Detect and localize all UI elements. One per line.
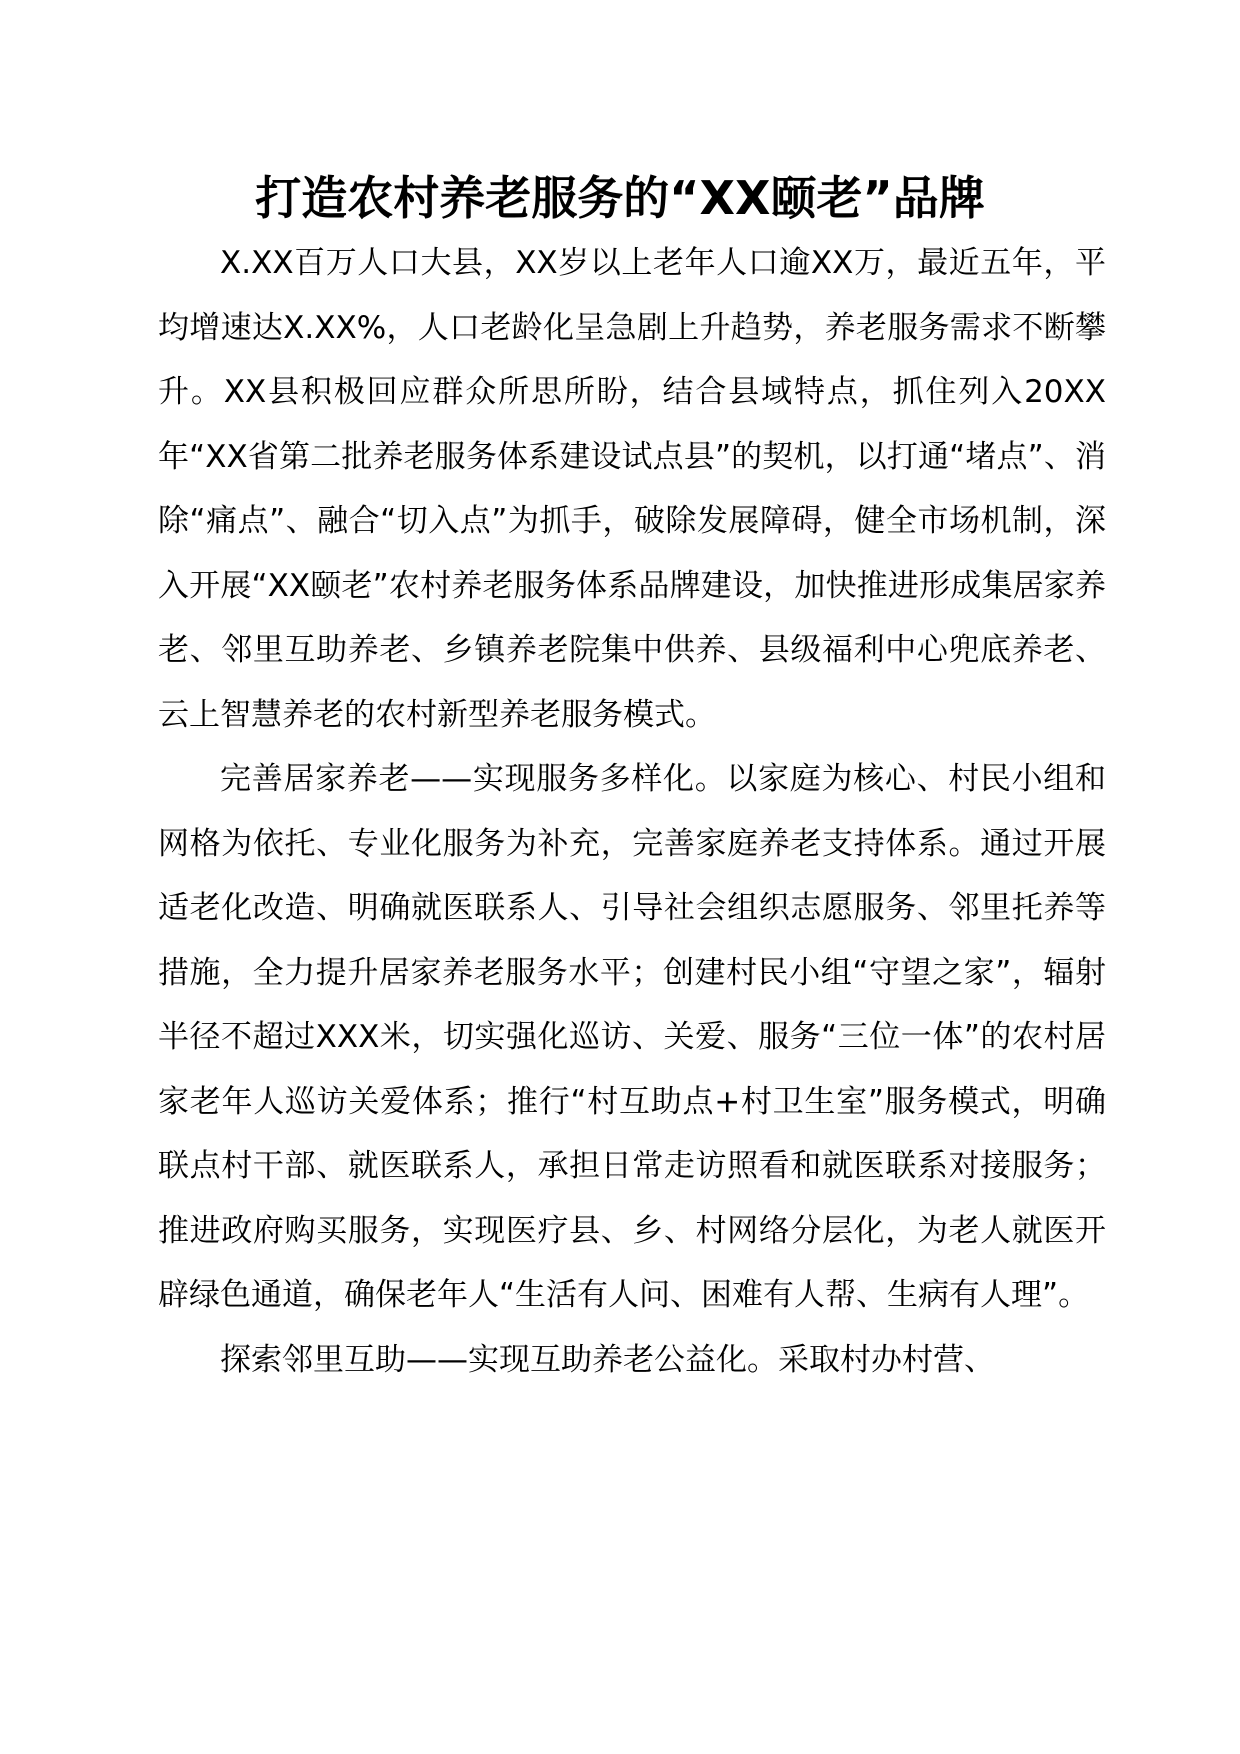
document-title: 打造农村养老服务的“XX颐老”品牌	[255, 171, 985, 225]
paragraph-intro: X.XX百万人口大县，XX岁以上老年人口逾XX万，最近五年，平均增速达X.XX%，人口老龄化呈急剧上升趋势，养老服务需求不断攀升。XX县积极回应群众所思所盼，结合县域特点，抓住列入20XX年“XX省第二批养老服务体系建设试点县”的契机，以打通“堵点”、消除“痛点”、融合“切入点”为抓手，破除发展障碍，健全市场机制，深入开展“XX颐老”农村养老服务体系品牌建设，加快推进形成集居家养老、邻里互助养老、乡镇养老院集中供养、县级福利中心兜底养老、云上智慧养老的农村新型养老服务模式。	[158, 245, 1106, 733]
paragraph-home-care: 完善居家养老——实现服务多样化。以家庭为核心、村民小组和网格为依托、专业化服务为补充，完善家庭养老支持体系。通过开展适老化改造、明确就医联系人、引导社会组织志愿服务、邻里托养等措施，全力提升居家养老服务水平；创建村民小组“守望之家”，辐射半径不超过XXX米，切实强化巡访、关爱、服务“三位一体”的农村居家老年人巡访关爱体系；推行“村互助点+村卫生室”服务模式，明确联点村干部、就医联系人，承担日常走访照看和就医联系对接服务；推进政府购买服务，实现医疗县、乡、村网络分层化，为老人就医开辟绿色通道，确保老年人“生活有人问、困难有人帮、生病有人理”。	[158, 761, 1106, 1313]
paragraph-neighbor-help: 探索邻里互助——实现互助养老公益化。采取村办村营、	[220, 1341, 995, 1378]
document-body	[158, 231, 1106, 1392]
